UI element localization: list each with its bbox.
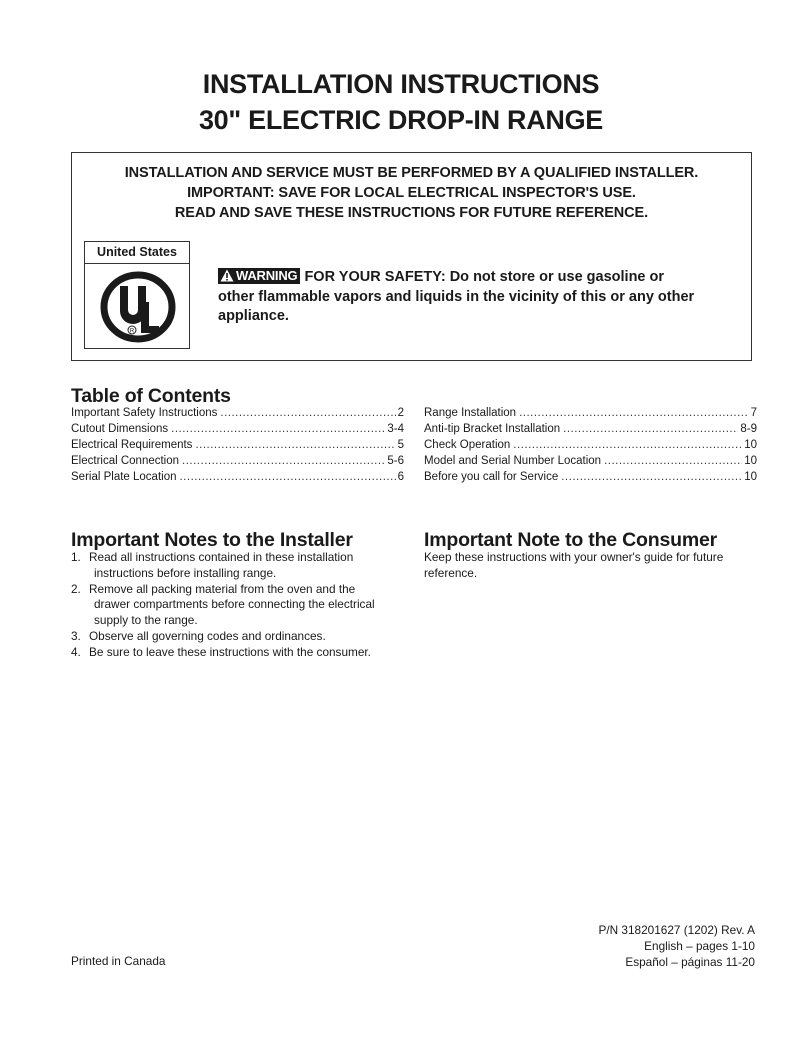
warning-triangle-icon xyxy=(220,269,234,282)
title-line-2: 30" ELECTRIC DROP-IN RANGE xyxy=(198,105,604,135)
warning-text: FOR YOUR SAFETY: Do not store or use gasoline or other flammable vapors and liquids in the vicinity of this or any other appliance. xyxy=(218,269,695,324)
toc-entry-label: Model and Serial Number Location xyxy=(424,455,602,467)
note-item xyxy=(71,629,416,645)
toc-entry[interactable] xyxy=(424,421,757,437)
toc-entry[interactable] xyxy=(424,469,757,485)
notice-box xyxy=(71,152,752,361)
toc-leader-dots xyxy=(220,405,395,421)
notice-lines xyxy=(72,163,751,223)
toc-entry[interactable] xyxy=(71,453,404,469)
note-item xyxy=(71,550,416,582)
toc-entry-page: 3-4 xyxy=(387,423,404,435)
toc-leader-dots xyxy=(563,421,738,437)
toc-entry[interactable] xyxy=(71,405,404,421)
toc-entry[interactable] xyxy=(71,437,404,453)
document-title xyxy=(0,66,802,138)
certification-label: United States xyxy=(85,242,189,264)
note-line: instructions before installing range. xyxy=(94,565,277,580)
toc-leader-dots xyxy=(519,405,749,421)
toc-leader-dots xyxy=(604,453,742,469)
toc-entry-page: 10 xyxy=(744,439,757,451)
toc-entry-page: 5-6 xyxy=(387,455,404,467)
note-item xyxy=(71,645,416,661)
toc-entry-page: 8-9 xyxy=(740,423,757,435)
toc-entry-label: Important Safety Instructions xyxy=(71,407,218,419)
toc-entry[interactable] xyxy=(71,421,404,437)
consumer-note-text xyxy=(424,550,764,582)
toc-entry-label: Anti-tip Bracket Installation xyxy=(424,423,561,435)
note-number: 4. xyxy=(71,644,81,659)
toc-entry[interactable] xyxy=(71,469,404,485)
toc-leader-dots xyxy=(195,437,395,453)
toc-entry[interactable] xyxy=(424,453,757,469)
consumer-note-line: Keep these instructions with your owner's guide for future xyxy=(424,550,724,564)
toc-entry-page: 5 xyxy=(397,439,404,451)
toc-entry-label: Range Installation xyxy=(424,407,517,419)
toc-entry-page: 6 xyxy=(397,471,404,483)
toc-left-column xyxy=(71,405,404,485)
warning-badge xyxy=(218,268,300,284)
note-number: 3. xyxy=(71,628,81,643)
toc-leader-dots xyxy=(513,437,742,453)
note-line: Read all instructions contained in these installation xyxy=(89,550,354,564)
note-number: 1. xyxy=(71,550,81,564)
notice-line-inspector: IMPORTANT: SAVE FOR LOCAL ELECTRICAL INSPECTOR'S USE. xyxy=(187,185,636,201)
ul-listed-logo-icon xyxy=(99,270,177,349)
toc-entry-page: 2 xyxy=(397,407,404,419)
toc-heading: Table of Contents xyxy=(71,385,231,407)
footer-publication-info xyxy=(598,922,755,970)
toc-entry-label: Electrical Requirements xyxy=(71,439,193,451)
toc-entry-label: Cutout Dimensions xyxy=(71,423,169,435)
notice-line-save-instructions: READ AND SAVE THESE INSTRUCTIONS FOR FUTURE REFERENCE. xyxy=(174,205,649,221)
note-line: supply to the range. xyxy=(94,613,198,628)
toc-leader-dots xyxy=(182,453,385,469)
installer-notes-list xyxy=(71,550,416,661)
toc-entry-label: Before you call for Service xyxy=(424,471,559,483)
note-line: drawer compartments before connecting the electrical xyxy=(94,597,375,612)
certification-box xyxy=(84,241,190,349)
note-number: 2. xyxy=(71,581,81,596)
toc-leader-dots xyxy=(171,421,385,437)
title-line-1: INSTALLATION INSTRUCTIONS xyxy=(202,69,600,99)
consumer-note-line: reference. xyxy=(424,565,478,580)
toc-entry-page: 10 xyxy=(744,455,757,467)
installer-notes-heading: Important Notes to the Installer xyxy=(71,529,353,551)
notice-line-qualified-installer: INSTALLATION AND SERVICE MUST BE PERFORMED BY A QUALIFIED INSTALLER. xyxy=(124,165,699,181)
toc-entry[interactable] xyxy=(424,437,757,453)
note-line: Remove all packing material from the oven and the xyxy=(89,581,356,596)
spanish-pages: Español – páginas 11-20 xyxy=(625,955,755,969)
toc-leader-dots xyxy=(179,469,395,485)
english-pages: English – pages 1-10 xyxy=(644,939,755,953)
printed-in: Printed in Canada xyxy=(71,954,166,968)
note-line: Be sure to leave these instructions with the consumer. xyxy=(89,644,371,659)
toc-entry[interactable] xyxy=(424,405,757,421)
consumer-note-heading: Important Note to the Consumer xyxy=(424,529,718,551)
toc-entry-label: Serial Plate Location xyxy=(71,471,177,483)
toc-entry-label: Check Operation xyxy=(424,439,511,451)
part-number: P/N 318201627 (1202) Rev. A xyxy=(598,923,755,937)
svg-text:R: R xyxy=(129,328,135,335)
toc-entry-page: 7 xyxy=(750,407,757,419)
toc-entry-label: Electrical Connection xyxy=(71,455,180,467)
note-item xyxy=(71,582,416,629)
warning-badge-label: WARNING xyxy=(236,268,298,283)
toc-leader-dots xyxy=(561,469,742,485)
toc-right-column xyxy=(424,405,757,485)
note-line: Observe all governing codes and ordinances. xyxy=(89,628,326,643)
toc-entry-page: 10 xyxy=(744,471,757,483)
safety-warning xyxy=(218,268,698,327)
